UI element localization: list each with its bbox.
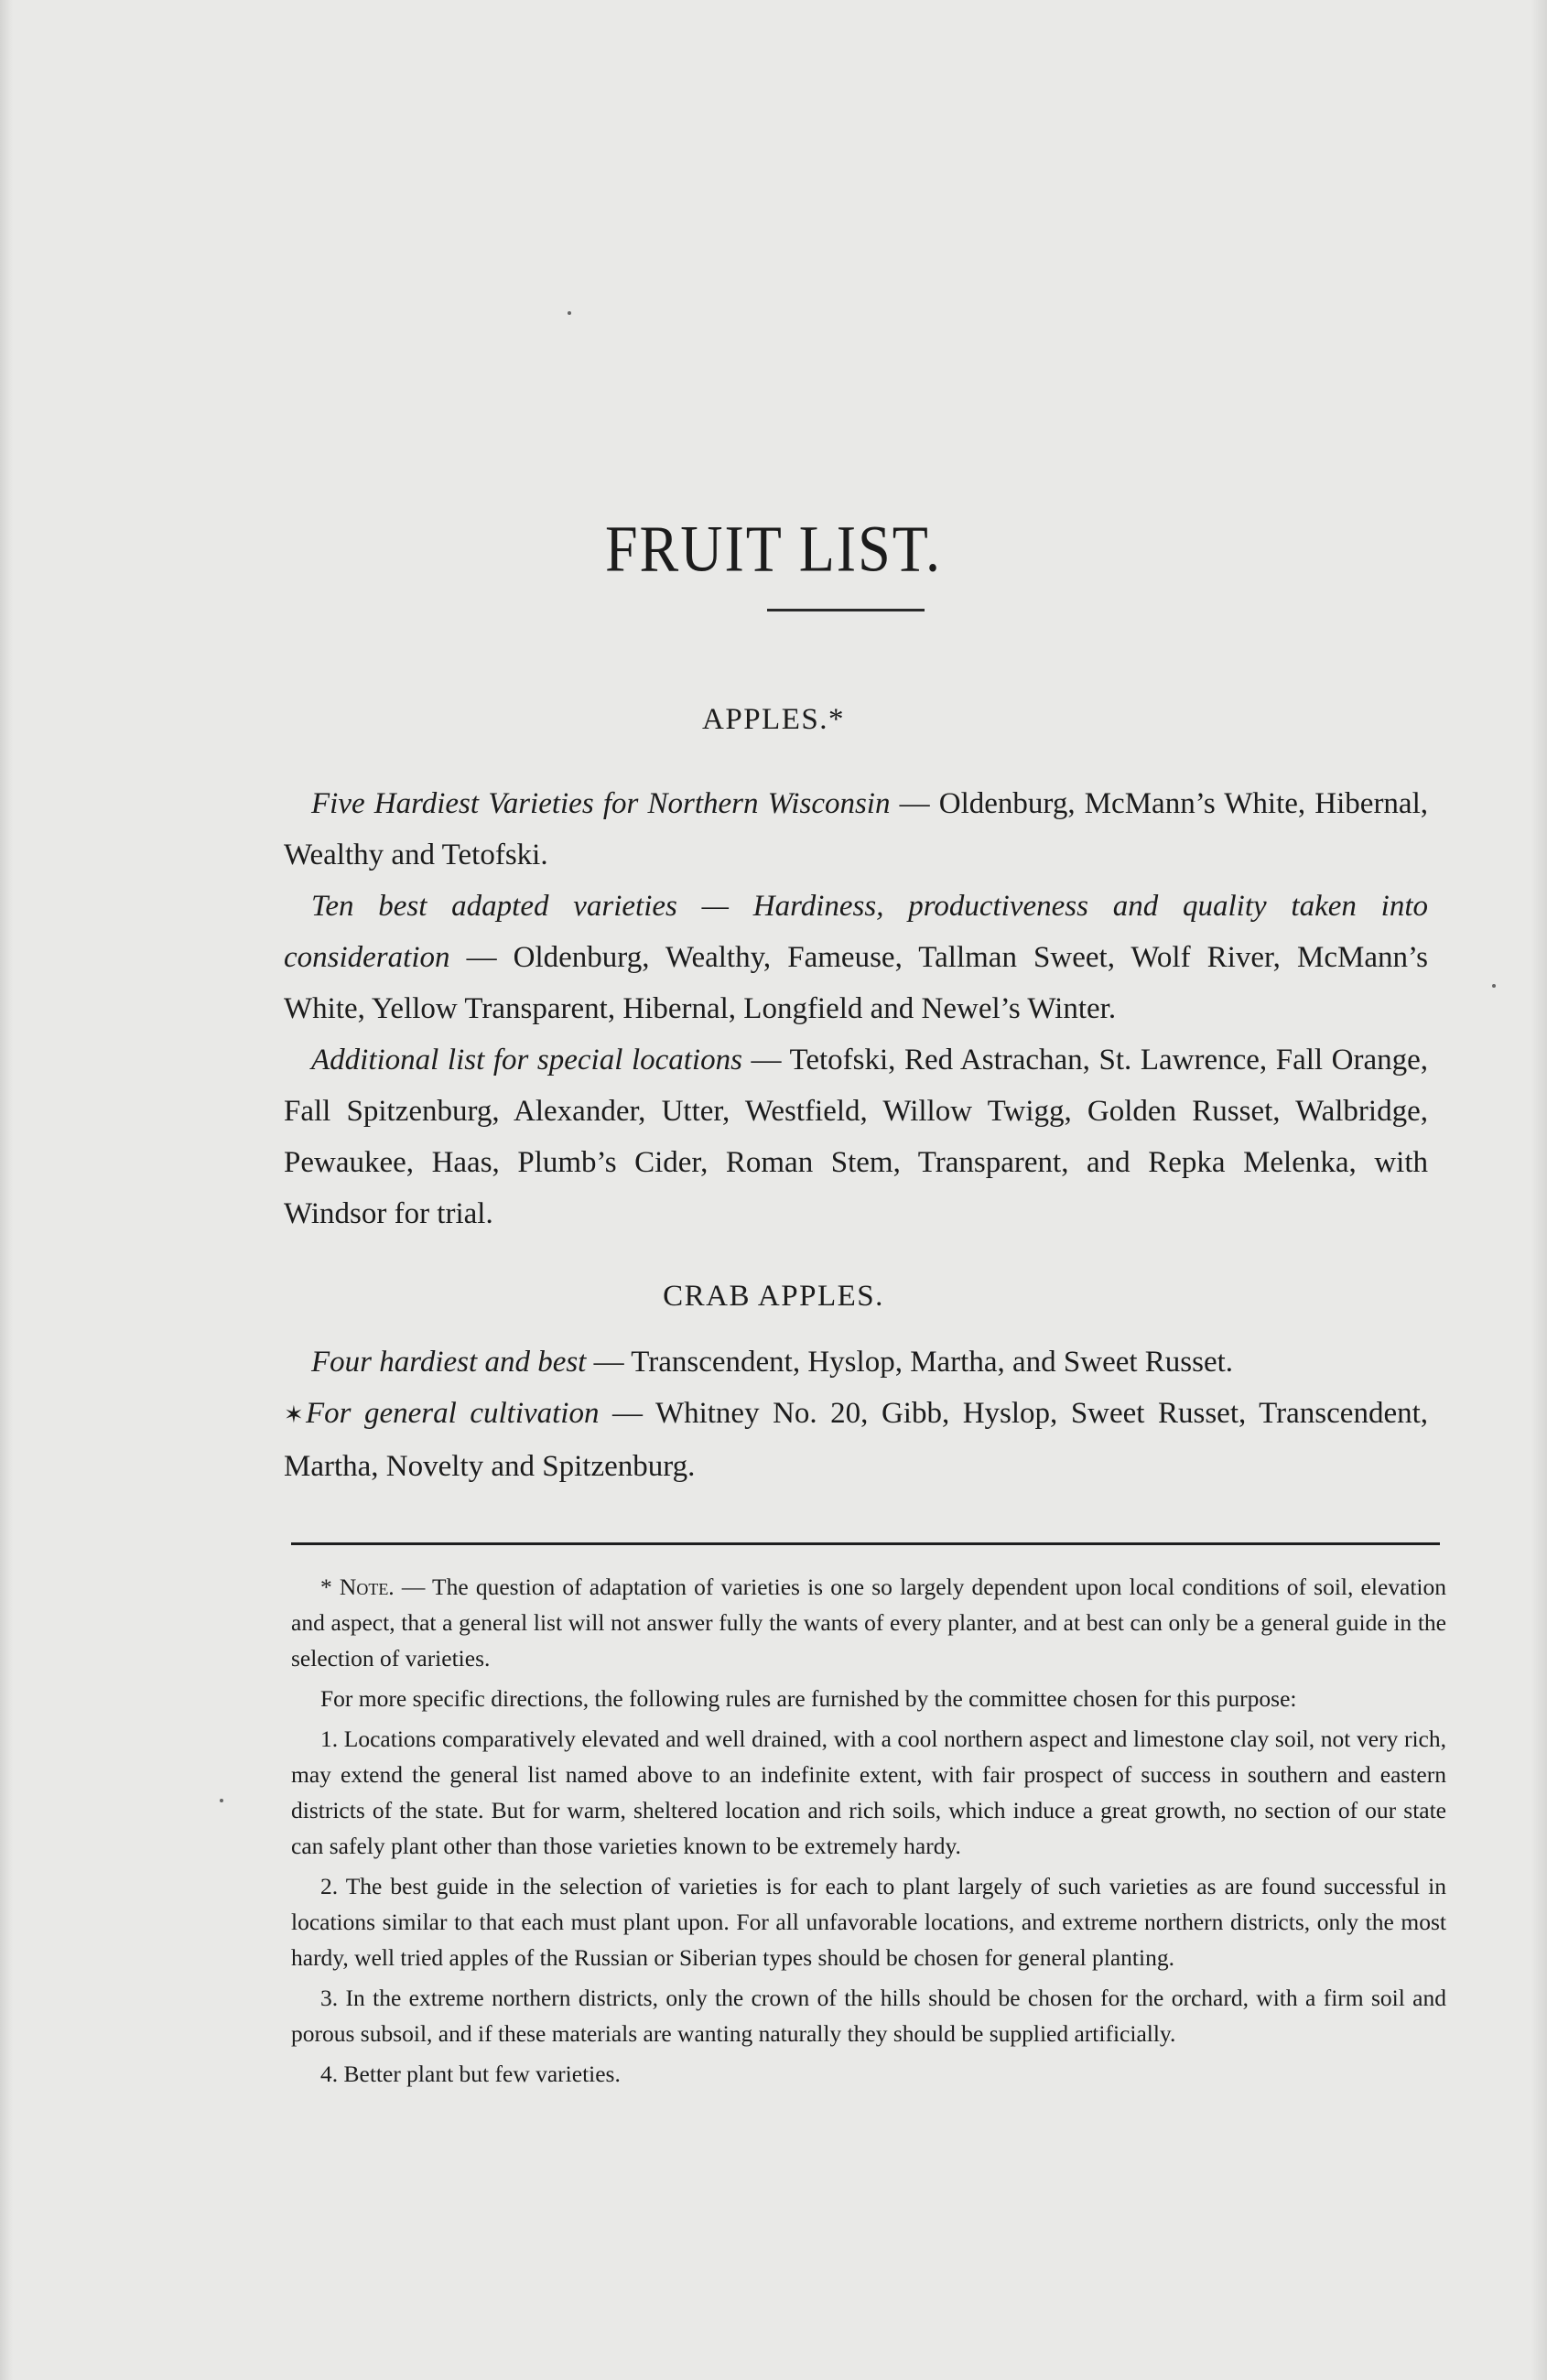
note-label: * Note.	[320, 1574, 395, 1600]
entry-text: Oldenburg, Wealthy, Fameuse, Tallman Sweet, Wolf River, McMann’s White, Yellow Transparent, Hibernal, Longfield and Newel’s Winter.	[284, 941, 1428, 1025]
rule-number: 2.	[320, 1873, 339, 1899]
note-separator: —	[394, 1574, 433, 1600]
footnote-section	[291, 1569, 1446, 2096]
print-speck	[568, 311, 571, 315]
rule-number: 3.	[320, 1985, 339, 2011]
entry-text: Transcendent, Hyslop, Martha, and Sweet Russet.	[631, 1346, 1234, 1379]
crab-apples-entry	[284, 1388, 1428, 1492]
entry-separator: —	[449, 941, 514, 974]
entry-label: Four hardiest and best	[311, 1346, 587, 1379]
entry-separator: —	[599, 1397, 655, 1430]
rule-text: Better plant but few varieties.	[343, 2061, 621, 2087]
crab-apples-entry	[284, 1336, 1428, 1388]
entry-label: Five Hardiest Varieties for Northern Wisconsin	[311, 787, 891, 820]
rule-text: The best guide in the selection of varieties is for each to plant largely of such varieties as are found successful in locations similar to that each must plant upon. For all unfavorable locations, and extreme northern districts, only the most hardy, well tried apples of the Russian or Siberian types should be chosen for general planting.	[291, 1873, 1446, 1971]
apples-entry	[284, 881, 1428, 1034]
title-underline	[767, 609, 925, 611]
page-left-edge-shadow	[0, 0, 13, 2380]
apples-section	[284, 778, 1428, 1239]
page-title: FRUIT LIST.	[604, 512, 943, 586]
apples-entry	[284, 778, 1428, 881]
note-rule	[291, 1868, 1446, 1975]
entry-separator: —	[890, 787, 939, 820]
entry-text: Whitney No. 20, Gibb, Hyslop, Sweet Russet, Transcendent, Martha, Novelty and Spitzenburg.	[284, 1397, 1429, 1483]
note-intro	[291, 1569, 1446, 1676]
entry-separator: —	[741, 1044, 790, 1076]
print-speck	[220, 1799, 223, 1802]
rule-number: 4.	[320, 2061, 339, 2087]
rule-text: In the extreme northern districts, only the crown of the hills should be chosen for the orchard, with a firm soil and porous subsoil, and if these materials are wanting naturally they should be supplied artificially.	[291, 1985, 1446, 2047]
note-rule	[291, 1980, 1446, 2051]
apples-heading: APPLES.*	[702, 703, 845, 736]
entry-label: Ten best adapted varieties — Hardiness, productiveness and quality taken into consideration	[284, 890, 1428, 974]
note-rule	[291, 1721, 1446, 1864]
crab-apples-section	[284, 1336, 1428, 1492]
footnote-divider	[291, 1542, 1440, 1545]
entry-label: Additional list for special locations	[311, 1044, 742, 1076]
crab-apples-heading: CRAB APPLES.	[663, 1280, 884, 1313]
rule-number: 1.	[320, 1726, 339, 1752]
entry-separator: —	[586, 1346, 632, 1379]
note-intro-text: The question of adaptation of varieties is one so largely dependent upon local conditions of soil, elevation and aspect, that a general list will not answer fully the wants of every planter, and at best can only be a general guide in the selection of varieties.	[291, 1574, 1447, 1671]
note-directions: For more specific directions, the following rules are furnished by the committee chosen for this purpose:	[320, 1685, 1297, 1712]
rule-text: Locations comparatively elevated and well drained, with a cool northern aspect and limestone clay soil, not very rich, may extend the general list named above to an indefinite extent, with fair prospect of success in southern and eastern districts of the state. But for warm, sheltered location and rich soils, which induce a great growth, no section of our state can safely plant other than those varieties known to be extremely hardy.	[291, 1726, 1446, 1859]
entry-label: For general cultivation	[306, 1397, 600, 1430]
page-right-edge-shadow	[1531, 0, 1547, 2380]
note-rule	[291, 2056, 1446, 2092]
entry-text: Tetofski, Red Astrachan, St. Lawrence, Fall Orange, Fall Spitzenburg, Alexander, Utter, Westfield, Willow Twigg, Golden Russet, Walbridge, Pewaukee, Haas, Plumb’s Cider, Roman Stem, Transparent, and Repka Melenka, with Windsor for trial.	[284, 1044, 1428, 1230]
print-speck	[1492, 984, 1496, 988]
entry-text: Oldenburg, McMann’s White, Hibernal, Wealthy and Tetofski.	[284, 787, 1428, 871]
star-mark-icon: ✶	[284, 1401, 304, 1428]
apples-entry	[284, 1034, 1428, 1239]
